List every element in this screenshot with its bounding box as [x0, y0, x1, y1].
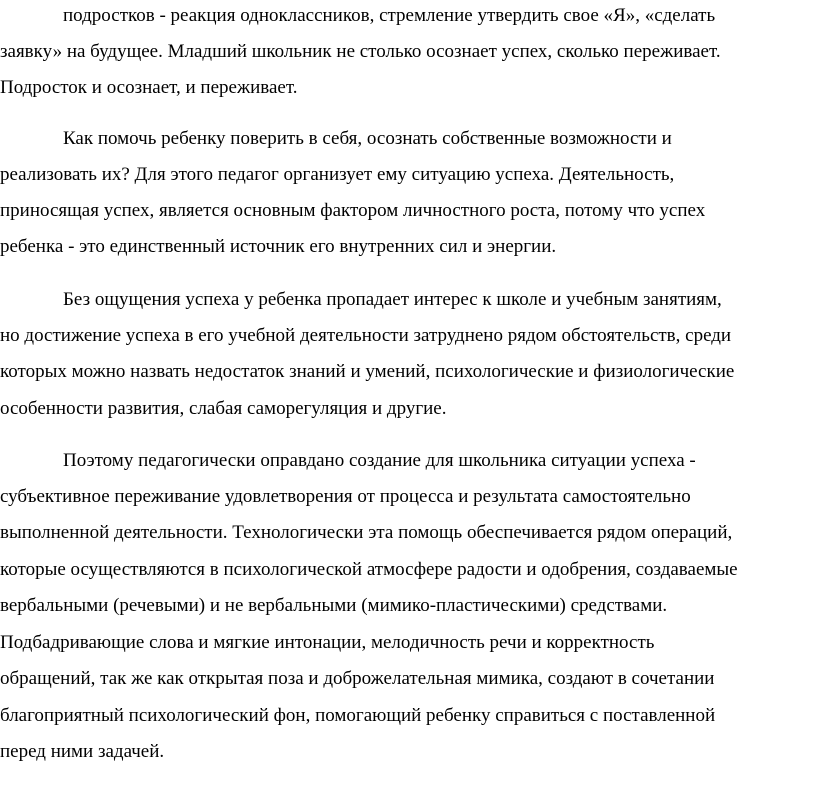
paragraph-1-line-3: Подросток и осознает, и переживает. — [0, 77, 298, 98]
paragraph-3-line-3: которых можно назвать недостаток знаний и умений, психологические и физиологические — [0, 361, 735, 382]
paragraph-4-line-4: которые осуществляются в психологической атмосфере радости и одобрения, создаваемые — [0, 559, 738, 580]
paragraph-1-line-1: подростков - реакция одноклассников, стремление утвердить свое «Я», «сделать — [63, 5, 716, 26]
paragraph-2-line-1: Как помочь ребенку поверить в себя, осознать собственные возможности и — [63, 128, 672, 149]
paragraph-3-line-4: особенности развития, слабая саморегуляция и другие. — [0, 398, 447, 419]
paragraph-4-line-8: благоприятный психологический фон, помогающий ребенку справиться с поставленной — [0, 705, 716, 726]
paragraph-2-line-2: реализовать их? Для этого педагог организует ему ситуацию успеха. Деятельность, — [0, 164, 675, 185]
paragraph-4-line-5: вербальными (речевыми) и не вербальными (мимико-пластическими) средствами. — [0, 595, 668, 616]
paragraph-3-line-2: но достижение успеха в его учебной деятельности затруднено рядом обстоятельств, среди — [0, 325, 732, 346]
paragraph-3-line-1: Без ощущения успеха у ребенка пропадает интерес к школе и учебным занятиям, — [63, 289, 722, 310]
paragraph-4-line-6: Подбадривающие слова и мягкие интонации, мелодичность речи и корректность — [0, 632, 655, 653]
paragraph-4-line-3: выполненной деятельности. Технологически эта помощь обеспечивается рядом операций, — [0, 522, 733, 543]
paragraph-2-line-4: ребенка - это единственный источник его внутренних сил и энергии. — [0, 236, 557, 257]
paragraph-4-line-1: Поэтому педагогически оправдано создание для школьника ситуации успеха - — [63, 450, 696, 471]
paragraph-4-line-7: обращений, так же как открытая поза и доброжелательная мимика, создают в сочетании — [0, 668, 715, 689]
paragraph-4-line-9: перед ними задачей. — [0, 741, 165, 762]
paragraph-4-line-2: субъективное переживание удовлетворения от процесса и результата самостоятельно — [0, 486, 691, 507]
paragraph-2-line-3: приносящая успех, является основным фактором личностного роста, потому что успех — [0, 200, 706, 221]
paragraph-1-line-2: заявку» на будущее. Младший школьник не столько осознает успех, сколько переживает. — [0, 41, 721, 62]
